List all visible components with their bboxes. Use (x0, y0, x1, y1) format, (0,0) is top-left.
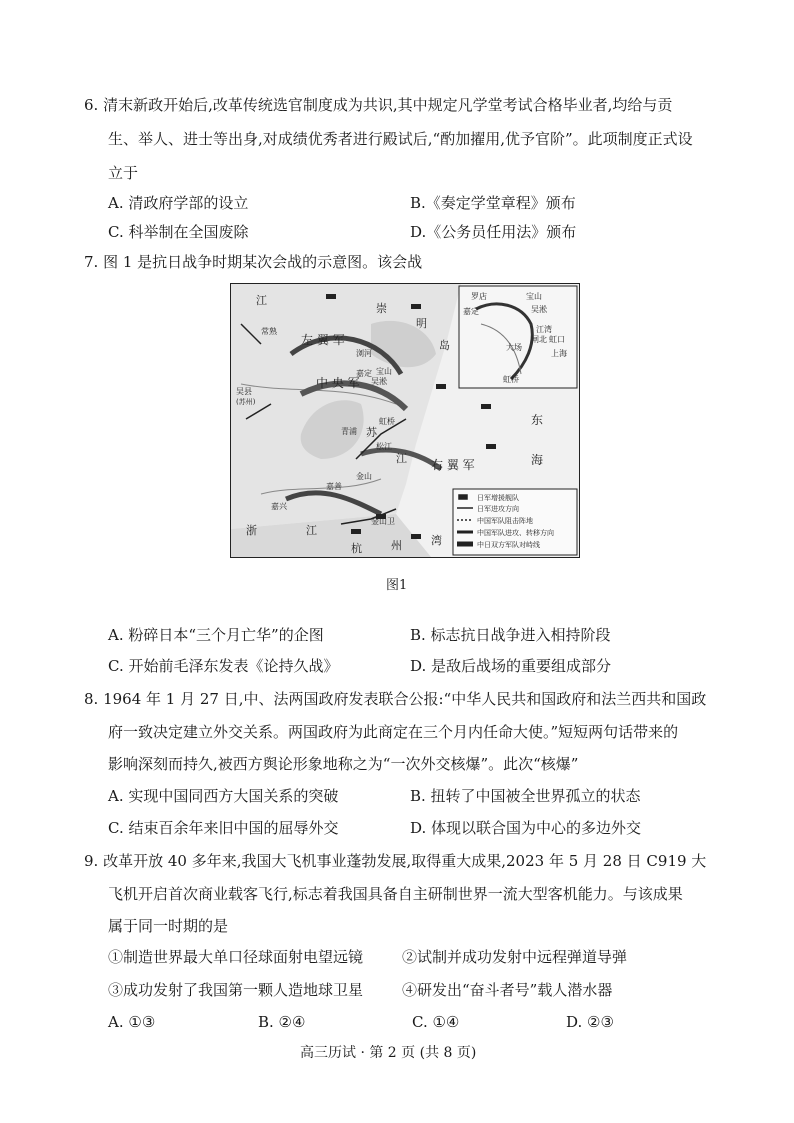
map-label-wusong: 吴淞 (371, 377, 387, 386)
map-label-zhejiang-jiang: 江 (306, 524, 317, 537)
q9-item-4: ④研发出“奋斗者号”载人潜水器 (402, 981, 613, 999)
q8-option-c[interactable]: C. 结束百余年来旧中国的屈辱外交 (108, 819, 339, 837)
q9-stem-line1: 9. 改革开放 40 多年来,我国大飞机事业蓬勃发展,取得重大成果,2023 年 5 月 28 日 C919 大 (84, 852, 707, 870)
map-label-jiaxing: 嘉兴 (271, 502, 287, 511)
q6-option-b[interactable]: B.《奏定学堂章程》颁布 (410, 194, 576, 212)
legend-label-2: 中国军队阻击阵地 (477, 517, 533, 525)
map-label-wuxian: 吴县 (236, 387, 252, 396)
map-label-baoshan: 宝山 (376, 367, 392, 376)
battle-map-svg (231, 284, 579, 557)
map-label-zhejiang-zhe: 浙 (246, 524, 257, 537)
q6-stem-line2: 生、举人、进士等出身,对成绩优秀者进行殿试后,“酌加擢用,优予官阶”。此项制度正式设 (108, 130, 693, 148)
q6-stem-line1: 6. 清末新政开始后,改革传统选官制度成为共识,其中规定凡学堂考试合格毕业者,均给与贡 (84, 96, 673, 114)
map-label-sea-dong: 东 (531, 413, 544, 427)
map-label-sea-hai: 海 (531, 453, 544, 467)
map-label-suzhou: (苏州) (236, 398, 256, 406)
map-label-songjiang: 松江 (376, 442, 392, 451)
map-label-right-wing: 右 翼 军 (431, 458, 475, 472)
page-footer: 高三历试 · 第 2 页 (共 8 页) (300, 1045, 477, 1061)
map-label-chong: 崇 (376, 302, 387, 315)
q6-option-c[interactable]: C. 科举制在全国废除 (108, 223, 249, 241)
map-label-bay-hang: 杭 (351, 542, 362, 555)
map-label-bay-zhou: 州 (391, 539, 402, 552)
inset-label-hongqiao: 虹桥 (503, 375, 519, 384)
q9-option-d[interactable]: D. ②③ (566, 1013, 614, 1031)
inset-label-hongkou: 虹口 (549, 335, 565, 344)
q6-option-a[interactable]: A. 清政府学部的设立 (108, 194, 249, 212)
battle-map-figure (230, 283, 580, 558)
legend-label-4: 中日双方军队对峙线 (477, 541, 540, 549)
map-label-jiangsu-jiang: 江 (396, 452, 407, 465)
q8-stem-line1: 8. 1964 年 1 月 27 日,中、法两国政府发表联合公报:“中华人民共和国政府和法兰西共和国政 (84, 690, 707, 708)
q9-stem-line2: 飞机开启首次商业载客飞行,标志着我国具备自主研制世界一流大型客机能力。与该成果 (108, 885, 683, 903)
q7-option-d[interactable]: D. 是敌后战场的重要组成部分 (410, 657, 612, 675)
q7-option-a[interactable]: A. 粉碎日本“三个月亡华”的企图 (108, 626, 324, 644)
inset-label-jiangwan: 江湾 (536, 325, 552, 334)
q9-option-c[interactable]: C. ①④ (412, 1013, 460, 1031)
q6-option-d[interactable]: D.《公务员任用法》颁布 (410, 223, 577, 241)
q8-stem-line3: 影响深刻而持久,被西方舆论形象地称之为“一次外交核爆”。此次“核爆” (108, 755, 579, 773)
q9-item-1: ①制造世界最大单口径球面射电望远镜 (108, 948, 364, 966)
legend-label-0: 日军增援舰队 (477, 494, 519, 502)
map-label-hongqiao: 虹桥 (379, 417, 395, 426)
map-label-jiading: 嘉定 (356, 369, 372, 378)
q7-stem-line1: 7. 图 1 是抗日战争时期某次会战的示意图。该会战 (84, 253, 423, 271)
q8-stem-line2: 府一致决定建立外交关系。两国政府为此商定在三个月内任命大使。”短短两句话带来的 (108, 723, 679, 741)
q9-item-3: ③成功发射了我国第一颗人造地球卫星 (108, 981, 364, 999)
map-label-jinshan: 金山 (356, 472, 372, 481)
inset-label-luodian: 罗店 (471, 292, 487, 301)
inset-label-zhabei: 闸北 (531, 335, 547, 344)
q9-stem-line3: 属于同一时期的是 (108, 917, 229, 935)
q9-option-b[interactable]: B. ②④ (258, 1013, 306, 1031)
map-label-dao: 岛 (439, 339, 450, 352)
map-label-bay-wan: 湾 (431, 534, 442, 547)
map-label-jiangsu-su: 苏 (366, 426, 377, 439)
q8-option-d[interactable]: D. 体现以联合国为中心的多边外交 (410, 819, 642, 837)
map-label-jiang: 江 (256, 294, 267, 307)
legend-label-3: 中国军队进攻、转移方向 (477, 529, 554, 537)
q9-option-a[interactable]: A. ①③ (108, 1013, 156, 1031)
map-label-jiashan: 嘉善 (326, 482, 342, 491)
q6-stem-line3: 立于 (108, 164, 139, 182)
map-label-liuhe: 浏河 (356, 349, 372, 358)
map-label-jinshanwei: 金山卫 (371, 517, 395, 526)
q9-item-2: ②试制并成功发射中远程弹道导弹 (402, 948, 628, 966)
map-label-central: 中 央 军 (316, 376, 360, 390)
map-label-left-wing: 左 翼 军 (301, 333, 345, 347)
inset-label-jiading: 嘉定 (463, 307, 479, 316)
q7-option-c[interactable]: C. 开始前毛泽东发表《论持久战》 (108, 657, 339, 675)
map-label-qingpu: 青浦 (341, 427, 357, 436)
inset-label-shanghai: 上海 (551, 349, 567, 358)
figure-caption: 图1 (386, 578, 408, 593)
q8-option-a[interactable]: A. 实现中国同西方大国关系的突破 (108, 787, 339, 805)
inset-label-dachang: 大场 (506, 343, 522, 352)
inset-label-baoshan: 宝山 (526, 292, 542, 301)
inset-label-wusong: 吴淞 (531, 305, 547, 314)
map-label-ming: 明 (416, 317, 427, 330)
q8-option-b[interactable]: B. 扭转了中国被全世界孤立的状态 (410, 787, 641, 805)
legend-label-1: 日军进攻方向 (477, 505, 519, 513)
map-label-changshu: 常熟 (261, 327, 277, 336)
q7-option-b[interactable]: B. 标志抗日战争进入相持阶段 (410, 626, 611, 644)
